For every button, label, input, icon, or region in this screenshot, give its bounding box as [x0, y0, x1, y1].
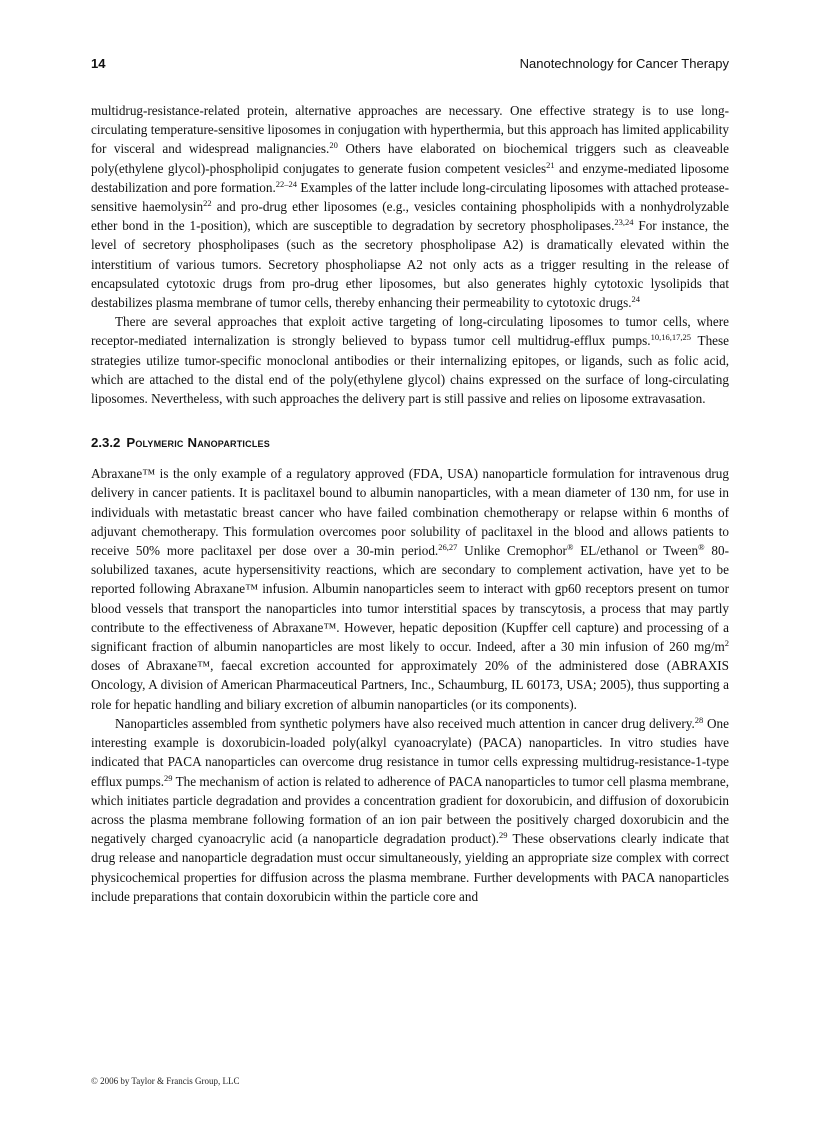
text-run: Abraxane™ is the only example of a regulatory approved (FDA, USA) nanoparticle formulation for intravenous drug delivery in cancer patients. It is paclitaxel bound to albumin nanoparticles, with a mean diameter of 130 nm, for use in individuals with metastatic breast cancer who have failed combination chemotherapy or relapse within 6 months of adjuvant chemotherapy. This formulation overcomes poor solubility of paclitaxel in the blood and allows patients to receive 50% more paclitaxel per dose over a 30-min period.	[91, 466, 729, 559]
paragraph-active-targeting	[91, 312, 729, 408]
citation: 26,27	[438, 542, 458, 553]
citation: 22	[203, 198, 212, 209]
citation: 29	[164, 772, 173, 783]
exponent: 2	[724, 638, 729, 649]
citation: 24	[631, 294, 641, 305]
running-title: Nanotechnology for Cancer Therapy	[519, 56, 729, 71]
registered-mark: ®	[698, 542, 705, 553]
text-run: EL/ethanol or Tween	[573, 543, 699, 559]
citation: 20	[329, 140, 338, 151]
text-run: One interesting example is doxorubicin-loaded poly(alkyl cyanoacrylate) (PACA) nanoparticles. In vitro studies have indicated that PACA nanoparticles can overcome drug resistance in tumor cells expressing multidrug-resistance-1-type efflux pumps.	[91, 715, 729, 789]
section-title: Polymeric Nanoparticles	[126, 435, 270, 451]
paragraph-paca-nanoparticles	[91, 714, 729, 906]
text-run: multidrug-resistance-related protein, alternative approaches are necessary. One effective strategy is to use long-circulating temperature-sensitive liposomes in conjugation with hyperthermia, but this approach has limited applicability for visceral and widespread malignancies.	[91, 103, 729, 157]
text-run: The mechanism of action is related to adherence of PACA nanoparticles to tumor cell plasma membrane, which initiates particle degradation and provides a concentration gradient for doxorubicin, and diffusion of doxorubicin across the plasma membrane following formation of an ion pair between the positively charged doxorubicin and the negatively charged cyanoacrylic acid (a nanoparticle degradation product).	[91, 773, 729, 847]
page-number: 14	[91, 56, 106, 71]
text-run: Others have elaborated on biochemical triggers such as cleaveable poly(ethylene glycol)-phospholipid conjugates to generate fusion competent vesicles	[91, 141, 729, 176]
text-run: doses of Abraxane™, faecal excretion accounted for approximately 20% of the administered dose (ABRAXIS Oncology, A division of American Pharmaceutical Partners, Inc., Schaumburg, IL 60173, USA; 2005), thus supporting a role for hepatic handling and biliary excretion of albumin nanoparticles (or its components).	[91, 658, 729, 712]
text-run: These observations clearly indicate that drug release and nanoparticle degradation must occur simultaneously, yielding an appropriate size complex with correct physicochemical properties for diffusion across the plasma membrane. Further developments with PACA nanoparticles include preparations that contain doxorubicin within the particle core and	[91, 831, 729, 904]
copyright-footer: © 2006 by Taylor & Francis Group, LLC	[91, 1076, 240, 1086]
citation: 10,16,17,25	[650, 332, 691, 343]
running-header	[91, 56, 729, 76]
text-run: 80-solubilized taxanes, acute hypersensitivity reactions, which are secondary to complement activation, have yet to be reported following Abraxane™ infusion. Albumin nanoparticles seem to interact with gp60 receptors present on tumor blood vessels that transport the nanoparticles into tumor interstitial spaces by transcytosis, a process that may partly contribute to the effectiveness of Abraxane™. However, hepatic deposition (Kupffer cell capture) and processing of a significant fraction of albumin nanoparticles are most likely to occur. Indeed, after a 30 min infusion of 260 mg/m	[91, 543, 729, 655]
text-run: and enzyme-mediated liposome destabilization and pore formation.	[91, 160, 730, 195]
citation: 23,24	[614, 217, 634, 228]
paragraph-liposome-triggers	[91, 101, 729, 312]
citation: 21	[546, 159, 555, 170]
text-run: Examples of the latter include long-circulating liposomes with attached protease-sensitive haemolysin	[91, 179, 729, 215]
text-run: There are several approaches that exploit active targeting of long-circulating liposomes to tumor cells, where receptor-mediated internalization is strongly believed to bypass tumor cell multidrug-efflux pumps.	[91, 314, 729, 349]
text-run: These strategies utilize tumor-specific monoclonal antibodies or their internalizing epitopes, or ligands, such as folic acid, which are attached to the distal end of the poly(ethylene glycol) chains expressed on the surface of long-circulating liposomes. Nevertheless, with such approaches the delivery part is still passive and relies on liposome extravasation.	[91, 333, 730, 407]
text-run: For instance, the level of secretory phospholipases (such as the secretory phospholipase A2) is dramatically elevated within the interstitium of various tumors. Secretory phospholiapse A2 not only acts as a trigger resulting in the release of encapsulated cytotoxic drugs from pro-drug ether liposomes, but also generates highly cytotoxic lysolipids that destabilizes plasma membrane of tumor cells, thereby enhancing their permeability to cytotoxic drugs.	[91, 218, 730, 311]
body-text	[91, 101, 729, 906]
registered-mark: ®	[566, 542, 574, 553]
citation: 22–24	[275, 178, 297, 189]
section-heading	[91, 433, 729, 452]
citation: 29	[499, 830, 508, 841]
citation: 28	[694, 714, 704, 725]
text-run: Unlike Cremophor	[457, 543, 567, 559]
text-run: Nanoparticles assembled from synthetic polymers have also received much attention in cancer drug delivery.	[115, 715, 695, 731]
text-run: and pro-drug ether liposomes (e.g., vesicles containing phospholipids with a nonhydrolyzable ether bond in the 1-position), which are susceptible to degradation by secretory phospholipases.	[91, 199, 730, 234]
section-number: 2.3.2	[91, 435, 121, 451]
paragraph-abraxane	[91, 464, 729, 714]
